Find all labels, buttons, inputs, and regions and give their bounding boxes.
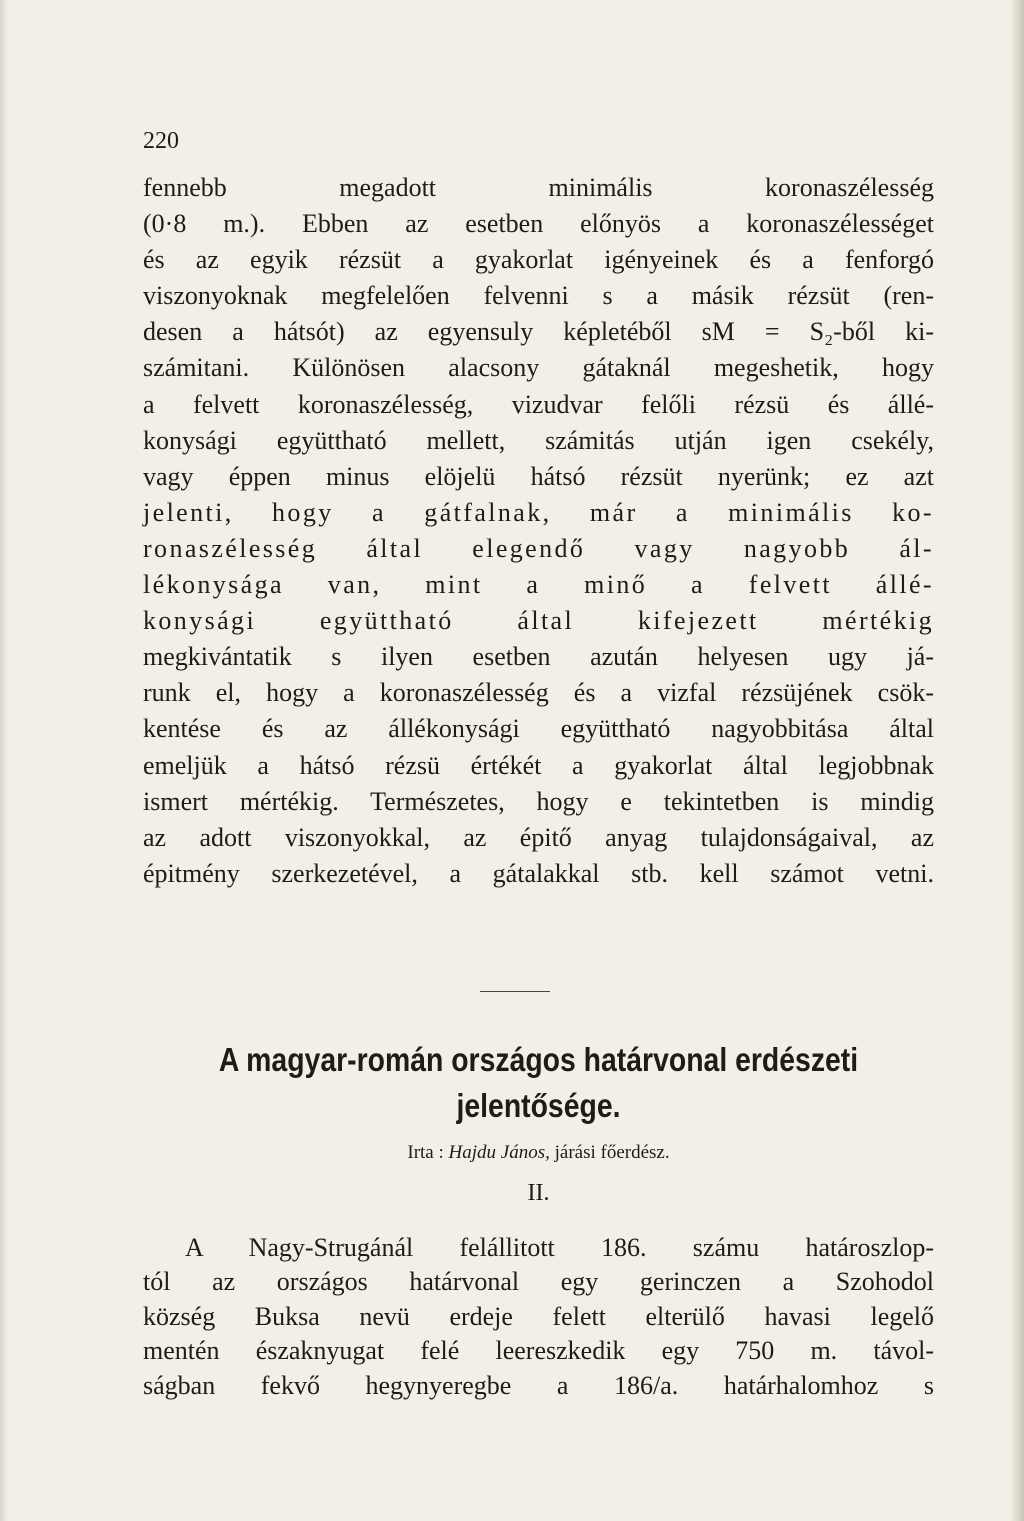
text-line: lékonysága van, mint a minő a felvett állé- <box>143 570 934 600</box>
text-line: (0·8 m.). Ebben az esetben előnyös a koronaszélességet <box>143 209 934 239</box>
byline-prefix: Irta : <box>407 1142 444 1163</box>
text-line: épitmény szerkezetével, a gátalakkal stb. kell számot vetni. <box>143 858 934 888</box>
text-line: desen a hátsót) az egyensuly képletéből sM = S₂-ből ki- <box>143 317 934 347</box>
paragraph-2 <box>143 1231 934 1403</box>
text-line: és az egyik rézsüt a gyakorlat igényeinek és a fenforgó <box>143 245 934 275</box>
text-line: község Buksa nevü erdeje felett elterülő havasi legelő <box>143 1301 934 1331</box>
page-edge-left <box>0 0 8 1521</box>
byline-role: járási főerdész. <box>554 1142 670 1163</box>
text-line: számitani. Különösen alacsony gátaknál megeshetik, hogy <box>143 353 934 383</box>
section-divider <box>480 991 550 992</box>
text-line: ronaszélesség által elegendő vagy nagyobb ál- <box>143 533 934 563</box>
text-line: emeljük a hátsó rézsü értékét a gyakorlat által legjobbnak <box>143 750 934 780</box>
text-line: A Nagy-Strugánál felállitott 186. számu határoszlop- <box>185 1233 934 1262</box>
page-number: 220 <box>143 128 179 154</box>
text-line: vagy éppen minus elöjelü hátsó rézsüt nyerünk; ez azt <box>143 461 934 491</box>
text-line: mentén északnyugat felé leereszkedik egy 750 m. távol- <box>143 1336 934 1366</box>
text-line: viszonyoknak megfelelően felvenni s a másik rézsüt (ren- <box>143 281 934 311</box>
text-line: jelenti, hogy a gátfalnak, már a minimális ko- <box>143 497 934 527</box>
text-line: runk el, hogy a koronaszélesség és a vizfal rézsüjének csök- <box>143 678 934 708</box>
text-line: ságban fekvő hegynyeregbe a 186/a. határhalomhoz s <box>143 1370 934 1400</box>
article-title <box>198 1037 878 1129</box>
text-line: a felvett koronaszélesség, vizudvar felőli rézsü és állé- <box>143 389 934 419</box>
article-title-line-2: jelentősége. <box>456 1087 621 1124</box>
article-byline <box>143 1142 934 1164</box>
article-title-line-1: A magyar-román országos határvonal erdészeti <box>218 1041 859 1078</box>
text-line: ismert mértékig. Természetes, hogy e tekintetben is mindig <box>143 786 934 816</box>
text-line: tól az országos határvonal egy gerinczen a Szohodol <box>143 1267 934 1297</box>
page-edge-right <box>1010 0 1024 1521</box>
text-line: kentése és az állékonysági együttható nagyobbitása által <box>143 714 934 744</box>
paragraph-1 <box>143 170 934 892</box>
byline-author: Hajdu János, <box>448 1142 550 1163</box>
text-line: fennebb megadott minimális koronaszélesség <box>143 173 934 202</box>
text-line: megkivántatik s ilyen esetben azután helyesen ugy já- <box>143 642 934 672</box>
section-number: II. <box>527 1180 550 1206</box>
text-line: konysági együttható által kifejezett mértékig <box>143 606 934 636</box>
text-line: az adott viszonyokkal, az épitő anyag tulajdonságaival, az <box>143 822 934 852</box>
text-line: konysági együttható mellett, számitás utján igen csekély, <box>143 425 934 455</box>
